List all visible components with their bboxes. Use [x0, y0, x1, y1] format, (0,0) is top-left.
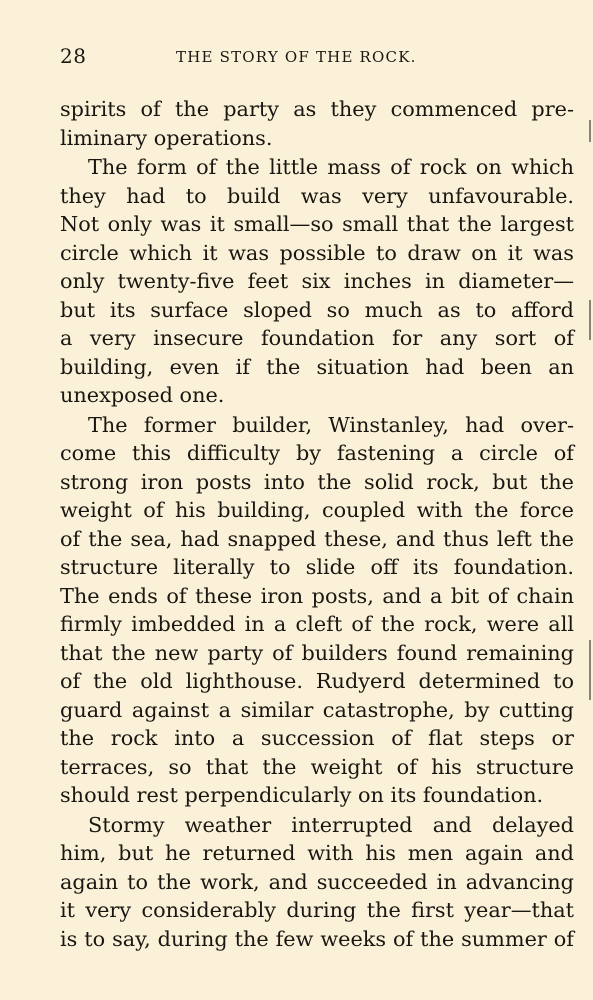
text-line: of the sea, had snapped these, and thus left the [60, 526, 574, 551]
paragraph [60, 153, 574, 410]
text-line: guard against a similar catastrophe, by cutting [60, 697, 574, 722]
text-line: circle which it was possible to draw on it was [60, 240, 574, 265]
text-line: it very considerably during the first year—that [60, 898, 574, 922]
text-line: building, even if the situation had been an [60, 354, 574, 379]
text-line: that the new party of builders found remaining [60, 640, 574, 665]
text-line: terraces, so that the weight of his structure [60, 754, 574, 779]
text-line: weight of his building, coupled with the force [60, 498, 574, 522]
text-line: him, but he returned with his men again and [60, 841, 574, 865]
paragraph [60, 411, 574, 810]
text-line: firmly imbedded in a cleft of the rock, were all [60, 612, 574, 636]
text-line: The form of the little mass of rock on which [88, 155, 574, 179]
running-title: THE STORY OF THE ROCK. [176, 48, 417, 66]
text-line: unexposed one. [60, 383, 225, 407]
text-line: structure literally to slide off its foundation. [60, 555, 574, 579]
page-edge-mark [589, 300, 591, 340]
text-line: again to the work, and succeeded in advancing [60, 869, 574, 894]
text-line: spirits of the party as they commenced pre- [60, 97, 574, 121]
text-line: a very insecure foundation for any sort of [60, 326, 574, 350]
page-edge-mark [589, 120, 591, 142]
text-line: should rest perpendicularly on its foundation. [60, 783, 544, 807]
text-line: but its surface sloped so much as to afford [60, 297, 574, 322]
body-text [60, 95, 574, 953]
text-line: of the old lighthouse. Rudyerd determined to [60, 669, 574, 693]
running-head [60, 44, 576, 74]
text-line: is to say, during the few weeks of the summer of [60, 926, 574, 951]
text-line: they had to build was very unfavourable. [60, 183, 574, 208]
text-line: Not only was it small—so small that the largest [60, 212, 574, 236]
text-line: liminary operations. [60, 125, 273, 150]
text-line: The former builder, Winstanley, had over- [88, 412, 574, 437]
text-line: The ends of these iron posts, and a bit of chain [60, 583, 574, 608]
text-line: strong iron posts into the solid rock, but the [60, 469, 574, 494]
text-line: come this difficulty by fastening a circle of [60, 441, 574, 465]
text-line: the rock into a succession of flat steps or [60, 726, 574, 750]
page-edge-mark [589, 640, 591, 700]
paragraph [60, 811, 574, 954]
paragraph [60, 95, 574, 152]
text-line: Stormy weather interrupted and delayed [88, 812, 574, 837]
text-line: only twenty-five feet six inches in diameter— [60, 269, 574, 293]
page-number: 28 [60, 44, 87, 68]
